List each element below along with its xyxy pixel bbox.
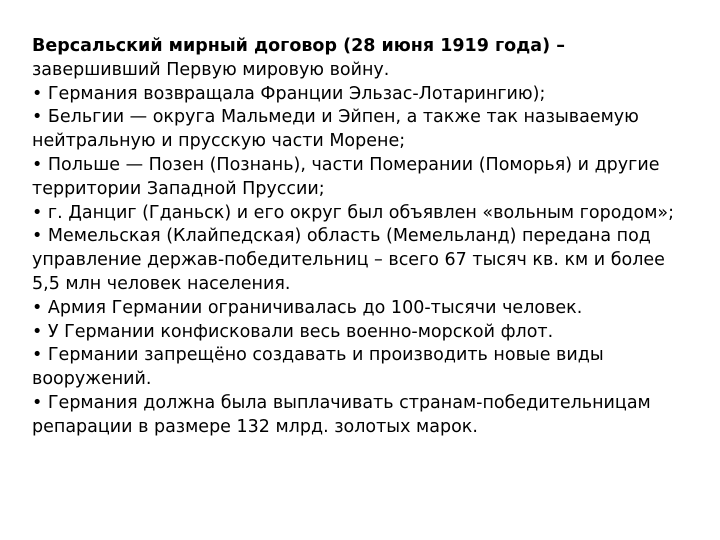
bullet-belgium: • Бельгии — округа Мальмеди и Эйпен, а также так называемую bbox=[32, 107, 639, 128]
bullet-poland: • Польше — Позен (Познань), части Померании (Поморья) и другие bbox=[32, 154, 660, 175]
text-line-memel-cont-1: управление держав-победительниц – всего 67 тысяч кв. км и более bbox=[32, 250, 665, 271]
text-line-reparations-cont: репарации в размере 132 млрд. золотых марок. bbox=[32, 416, 478, 437]
bullet-memel: • Мемельская (Клайпедская) область (Мемельланд) передана под bbox=[32, 226, 651, 247]
text-line-memel-cont-2: 5,5 млн человек населения. bbox=[32, 273, 291, 294]
document-title: Версальский мирный договор (28 июня 1919 года) – bbox=[32, 36, 565, 56]
bullet-danzig: • г. Данциг (Гданьск) и его округ был объявлен «вольным городом»; bbox=[32, 202, 675, 223]
bullet-reparations: • Германия должна была выплачивать странам-победительницам bbox=[32, 392, 651, 413]
text-line-poland-cont: территории Западной Пруссии; bbox=[32, 178, 325, 199]
text-line-weapons-cont: вооружений. bbox=[32, 369, 152, 390]
bullet-army: • Армия Германии ограничивалась до 100-тысячи человек. bbox=[32, 297, 583, 318]
text-line-1: завершивший Первую мировую войну. bbox=[32, 59, 390, 80]
text-line-belgium-cont: нейтральную и прусскую части Морене; bbox=[32, 131, 406, 152]
bullet-navy: • У Германии конфисковали весь военно-морской флот. bbox=[32, 321, 554, 342]
slide-text-block bbox=[32, 35, 708, 440]
bullet-weapons: • Германии запрещёно создавать и производить новые виды bbox=[32, 345, 604, 366]
bullet-alsace-lorraine: • Германия возвращала Франции Эльзас-Лотарингию); bbox=[32, 83, 546, 104]
